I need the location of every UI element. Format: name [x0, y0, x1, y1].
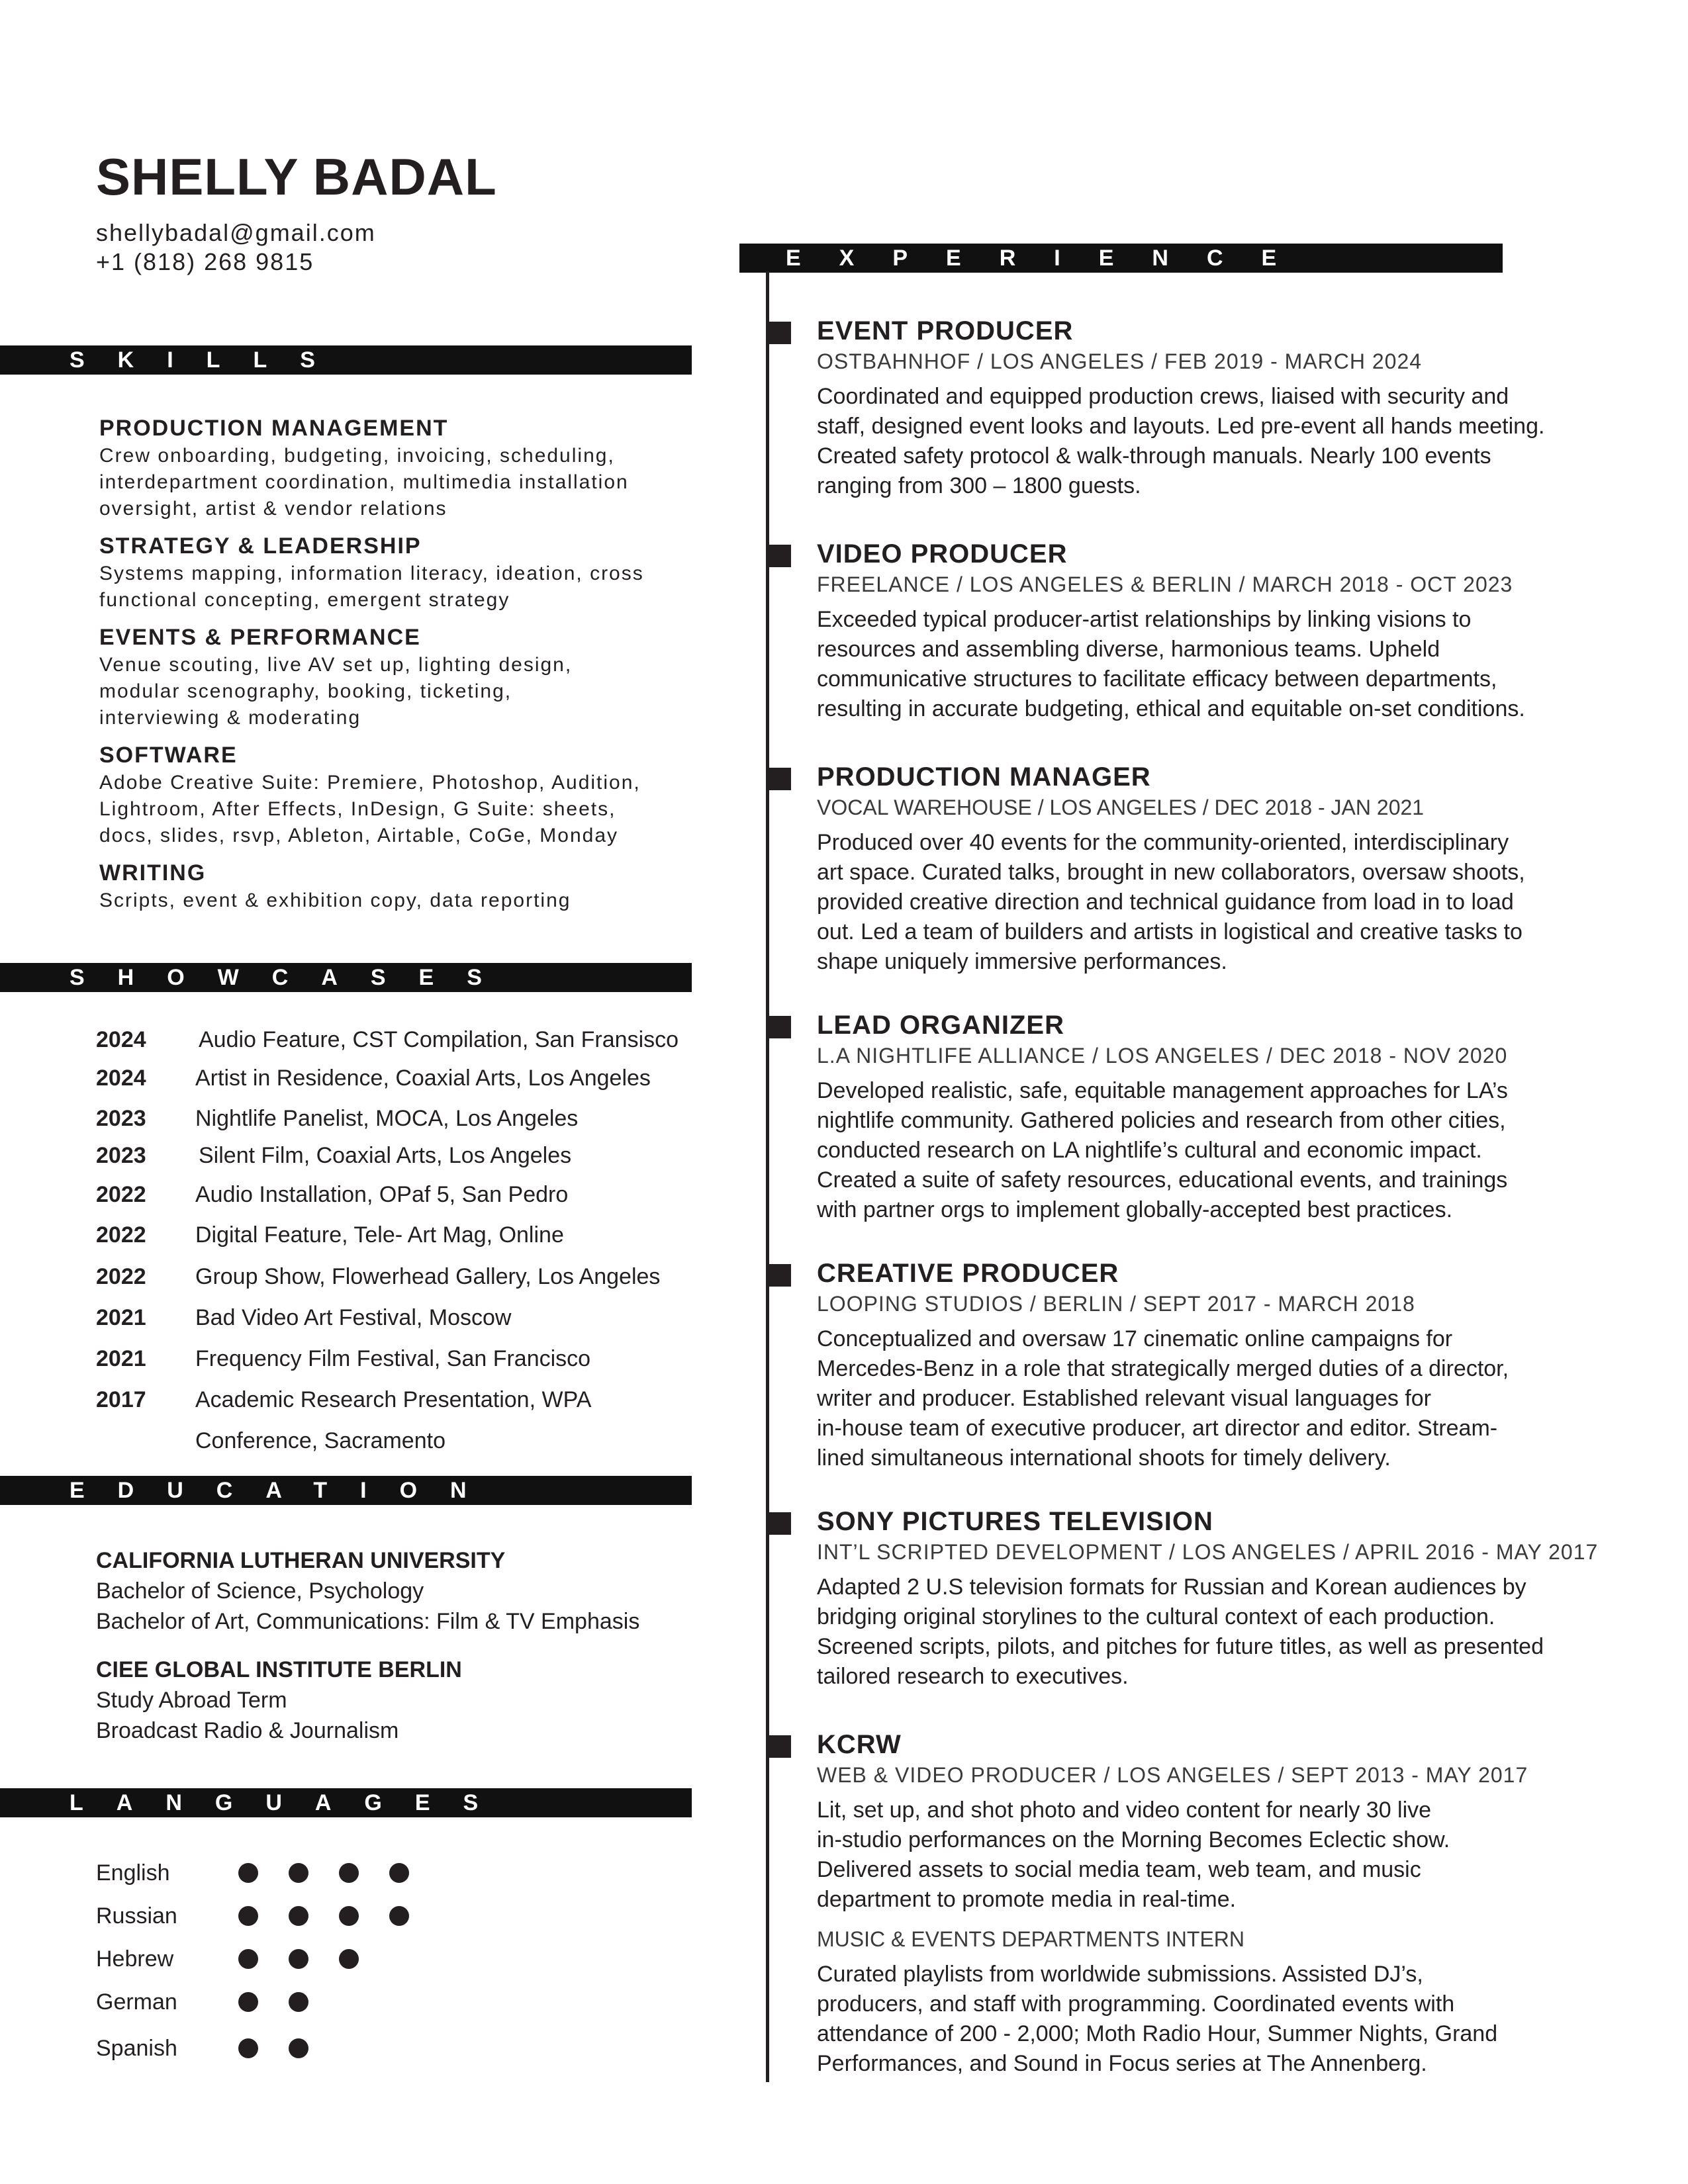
skill-line: Scripts, event & exhibition copy, data reporting	[99, 889, 571, 911]
description-line: art space. Curated talks, brought in new collaborators, oversaw shoots,	[817, 860, 1525, 885]
education-item	[96, 1655, 705, 1746]
description-line: Coordinated and equipped production crews, liaised with security and	[817, 384, 1509, 409]
proficiency-dot	[238, 1906, 258, 1926]
skill-line: Systems mapping, information literacy, ideation, cross	[99, 563, 644, 584]
skills-section-header	[0, 345, 692, 375]
timeline-line	[766, 271, 769, 2082]
job-title: SONY PICTURES TELEVISION	[817, 1507, 1213, 1536]
description-line: in-house team of executive producer, art director and editor. Stream-	[817, 1416, 1498, 1441]
job-meta: LOOPING STUDIOS / BERLIN / SEPT 2017 - MARCH 2018	[817, 1292, 1415, 1316]
description-line: conducted research on LA nightlife’s cultural and economic impact.	[817, 1138, 1482, 1163]
education-institution: CALIFORNIA LUTHERAN UNIVERSITY	[96, 1548, 506, 1573]
showcase-year: 2023	[96, 1106, 146, 1131]
languages-section-header	[0, 1788, 692, 1817]
description-line: in-studio performances on the Morning Becomes Eclectic show.	[817, 1827, 1450, 1852]
proficiency-dot	[289, 1863, 308, 1883]
description-line: Conceptualized and oversaw 17 cinematic online campaigns for	[817, 1326, 1453, 1351]
description-line: staff, designed event looks and layouts. Led pre-event all hands meeting.	[817, 414, 1545, 439]
phone: +1 (818) 268 9815	[96, 248, 314, 275]
language-name: Russian	[96, 1903, 177, 1929]
showcase-year: 2021	[96, 1305, 146, 1330]
showcase-description: Nightlife Panelist, MOCA, Los Angeles	[195, 1106, 579, 1131]
skill-line: Crew onboarding, budgeting, invoicing, scheduling,	[99, 445, 615, 467]
description-line: Exceeded typical producer-artist relationships by linking visions to	[817, 607, 1472, 632]
showcase-year: 2024	[96, 1027, 146, 1052]
skill-description	[99, 443, 708, 522]
showcase-description: Artist in Residence, Coaxial Arts, Los Angeles	[195, 1066, 651, 1091]
language-name: Hebrew	[96, 1946, 174, 1972]
description-line: resulting in accurate budgeting, ethical and equitable on-set conditions.	[817, 696, 1525, 721]
description-line: writer and producer. Established relevant visual languages for	[817, 1386, 1431, 1411]
description-line: producers, and staff with programming. Coordinated events with	[817, 1991, 1455, 2017]
timeline-marker	[769, 1264, 791, 1287]
education-degree: Bachelor of Science, Psychology	[96, 1578, 424, 1604]
description-line: Produced over 40 events for the community-oriented, interdisciplinary	[817, 830, 1509, 855]
proficiency-dot	[289, 1992, 308, 2012]
skill-item	[99, 531, 708, 614]
job-title: PRODUCTION MANAGER	[817, 762, 1151, 792]
skill-line: Adobe Creative Suite: Premiere, Photoshop, Audition,	[99, 772, 641, 794]
description-line: department to promote media in real-time.	[817, 1887, 1237, 1912]
education-item	[96, 1545, 705, 1637]
description-line: shape uniquely immersive performances.	[817, 949, 1227, 974]
proficiency-dot	[238, 1949, 258, 1969]
job-meta: L.A NIGHTLIFE ALLIANCE / LOS ANGELES / DEC 2018 - NOV 2020	[817, 1044, 1508, 1068]
job-title: EVENT PRODUCER	[817, 316, 1074, 345]
description-line: resources and assembling diverse, harmonious teams. Upheld	[817, 637, 1440, 662]
description-line: tailored research to executives.	[817, 1664, 1129, 1689]
description-line: attendance of 200 - 2,000; Moth Radio Hour, Summer Nights, Grand	[817, 2021, 1498, 2046]
job-description	[817, 382, 1611, 501]
description-line: nightlife community. Gathered policies and research from other cities,	[817, 1108, 1506, 1133]
proficiency-dot	[339, 1863, 359, 1883]
description-line: provided creative direction and technical guidance from load in to load	[817, 889, 1514, 915]
skill-title: STRATEGY & LEADERSHIP	[99, 533, 422, 559]
education-degree: Bachelor of Art, Communications: Film & TV Emphasis	[96, 1609, 640, 1634]
job-sub-meta: MUSIC & EVENTS DEPARTMENTS INTERN	[817, 1927, 1244, 1951]
job-title: KCRW	[817, 1730, 902, 1759]
timeline-marker	[769, 1512, 791, 1535]
experience-section-title: EXPERIENCE	[786, 246, 1315, 271]
skills-section-title: SKILLS	[70, 347, 348, 373]
description-line: Lit, set up, and shot photo and video content for nearly 30 live	[817, 1797, 1432, 1823]
proficiency-dot	[389, 1906, 409, 1926]
timeline-marker	[769, 1016, 791, 1038]
showcase-description: Silent Film, Coaxial Arts, Los Angeles	[199, 1143, 572, 1168]
proficiency-dot	[339, 1949, 359, 1969]
candidate-name: SHELLY BADAL	[96, 148, 497, 206]
skill-item	[99, 741, 708, 849]
proficiency-dot	[289, 1906, 308, 1926]
skill-description	[99, 887, 708, 914]
description-line: Delivered assets to social media team, web team, and music	[817, 1857, 1421, 1882]
description-line: lined simultaneous international shoots for timely delivery.	[817, 1445, 1391, 1471]
skill-line: oversight, artist & vendor relations	[99, 498, 447, 520]
showcase-year: 2017	[96, 1387, 146, 1412]
skill-line: interviewing & moderating	[99, 707, 361, 729]
experience-section-header	[739, 244, 1503, 273]
skill-title: SOFTWARE	[99, 743, 238, 768]
language-name: German	[96, 1989, 177, 2015]
showcase-description: Frequency Film Festival, San Francisco	[195, 1346, 591, 1371]
education-institution: CIEE GLOBAL INSTITUTE BERLIN	[96, 1657, 462, 1682]
showcase-year: 2022	[96, 1222, 146, 1248]
description-line: Developed realistic, safe, equitable management approaches for LA’s	[817, 1078, 1508, 1103]
showcase-description: Academic Research Presentation, WPA	[195, 1387, 592, 1412]
job-title: LEAD ORGANIZER	[817, 1011, 1064, 1040]
job-sub-description	[817, 1960, 1611, 2079]
showcase-description: Audio Feature, CST Compilation, San Fransisco	[199, 1027, 679, 1052]
skill-title: PRODUCTION MANAGEMENT	[99, 416, 449, 441]
job-meta: OSTBAHNHOF / LOS ANGELES / FEB 2019 - MARCH 2024	[817, 349, 1423, 373]
job-meta: FREELANCE / LOS ANGELES & BERLIN / MARCH 2018 - OCT 2023	[817, 572, 1513, 596]
proficiency-dot	[289, 1949, 308, 1969]
skill-description	[99, 561, 708, 614]
showcase-description: Group Show, Flowerhead Gallery, Los Angeles	[195, 1264, 661, 1289]
timeline-marker	[769, 545, 791, 567]
education-detail: Study Abroad Term	[96, 1688, 287, 1713]
description-line: out. Led a team of builders and artists in logistical and creative tasks to	[817, 919, 1523, 944]
showcase-year: 2022	[96, 1264, 146, 1289]
education-section-title: EDUCATION	[70, 1478, 500, 1503]
showcase-description: Digital Feature, Tele- Art Mag, Online	[195, 1222, 564, 1248]
skill-description	[99, 770, 708, 849]
proficiency-dot	[238, 1863, 258, 1883]
timeline-marker	[769, 322, 791, 344]
skill-title: WRITING	[99, 860, 207, 886]
skill-item	[99, 858, 708, 914]
timeline-marker	[769, 768, 791, 790]
skill-line: Lightroom, After Effects, InDesign, G Suite: sheets,	[99, 798, 616, 820]
language-name: Spanish	[96, 2036, 177, 2061]
job-title: CREATIVE PRODUCER	[817, 1259, 1119, 1288]
language-name: English	[96, 1860, 170, 1886]
skill-line: interdepartment coordination, multimedia installation	[99, 471, 629, 493]
description-line: Curated playlists from worldwide submissions. Assisted DJ’s,	[817, 1962, 1423, 1987]
showcase-year: 2024	[96, 1066, 146, 1091]
description-line: Created a suite of safety resources, educational events, and trainings	[817, 1167, 1508, 1193]
showcases-section-header	[0, 963, 692, 992]
skill-line: modular scenography, booking, ticketing,	[99, 680, 512, 702]
description-line: Created safety protocol & walk-through manuals. Nearly 100 events	[817, 443, 1491, 469]
skill-line: functional concepting, emergent strategy	[99, 589, 510, 611]
proficiency-dot	[389, 1863, 409, 1883]
education-detail: Broadcast Radio & Journalism	[96, 1718, 399, 1743]
skills-list	[99, 414, 708, 923]
timeline-marker	[769, 1735, 791, 1758]
proficiency-dot	[238, 2038, 258, 2058]
skill-title: EVENTS & PERFORMANCE	[99, 625, 421, 650]
job-meta: INT’L SCRIPTED DEVELOPMENT / LOS ANGELES / APRIL 2016 - MAY 2017	[817, 1540, 1599, 1564]
skill-line: Venue scouting, live AV set up, lighting design,	[99, 654, 573, 676]
job-meta: VOCAL WAREHOUSE / LOS ANGELES / DEC 2018 - JAN 2021	[817, 796, 1425, 819]
job-description	[817, 605, 1611, 724]
showcase-description: Bad Video Art Festival, Moscow	[195, 1305, 512, 1330]
showcase-description-continued: Conference, Sacramento	[195, 1428, 445, 1453]
job-description	[817, 1572, 1611, 1692]
job-description	[817, 828, 1611, 977]
description-line: Screened scripts, pilots, and pitches for future titles, as well as presented	[817, 1634, 1544, 1659]
job-description	[817, 1796, 1611, 1915]
job-title: VIDEO PRODUCER	[817, 539, 1068, 569]
description-line: with partner orgs to implement globally-accepted best practices.	[817, 1197, 1453, 1222]
description-line: ranging from 300 – 1800 guests.	[817, 473, 1141, 498]
skill-item	[99, 623, 708, 731]
job-description	[817, 1076, 1611, 1225]
description-line: Adapted 2 U.S television formats for Russian and Korean audiences by	[817, 1574, 1526, 1600]
skill-item	[99, 414, 708, 522]
description-line: bridging original storylines to the cultural context of each production.	[817, 1604, 1495, 1629]
showcase-description: Audio Installation, OPaf 5, San Pedro	[195, 1182, 569, 1207]
skill-description	[99, 652, 708, 731]
education-section-header	[0, 1476, 692, 1505]
proficiency-dot	[339, 1906, 359, 1926]
description-line: Mercedes-Benz in a role that strategically merged duties of a director,	[817, 1356, 1509, 1381]
proficiency-dot	[289, 2038, 308, 2058]
description-line: communicative structures to facilitate efficacy between departments,	[817, 666, 1497, 692]
email[interactable]: shellybadal@gmail.com	[96, 219, 376, 246]
skill-line: docs, slides, rsvp, Ableton, Airtable, CoGe, Monday	[99, 825, 619, 846]
showcase-year: 2022	[96, 1182, 146, 1207]
job-meta: WEB & VIDEO PRODUCER / LOS ANGELES / SEPT 2013 - MAY 2017	[817, 1763, 1528, 1787]
job-description	[817, 1324, 1611, 1473]
languages-section-title: LANGUAGES	[70, 1790, 512, 1815]
description-line: Performances, and Sound in Focus series at The Annenberg.	[817, 2051, 1427, 2076]
showcase-year: 2021	[96, 1346, 146, 1371]
showcases-section-title: SHOWCASES	[70, 965, 515, 990]
proficiency-dot	[238, 1992, 258, 2012]
showcase-year: 2023	[96, 1143, 146, 1168]
